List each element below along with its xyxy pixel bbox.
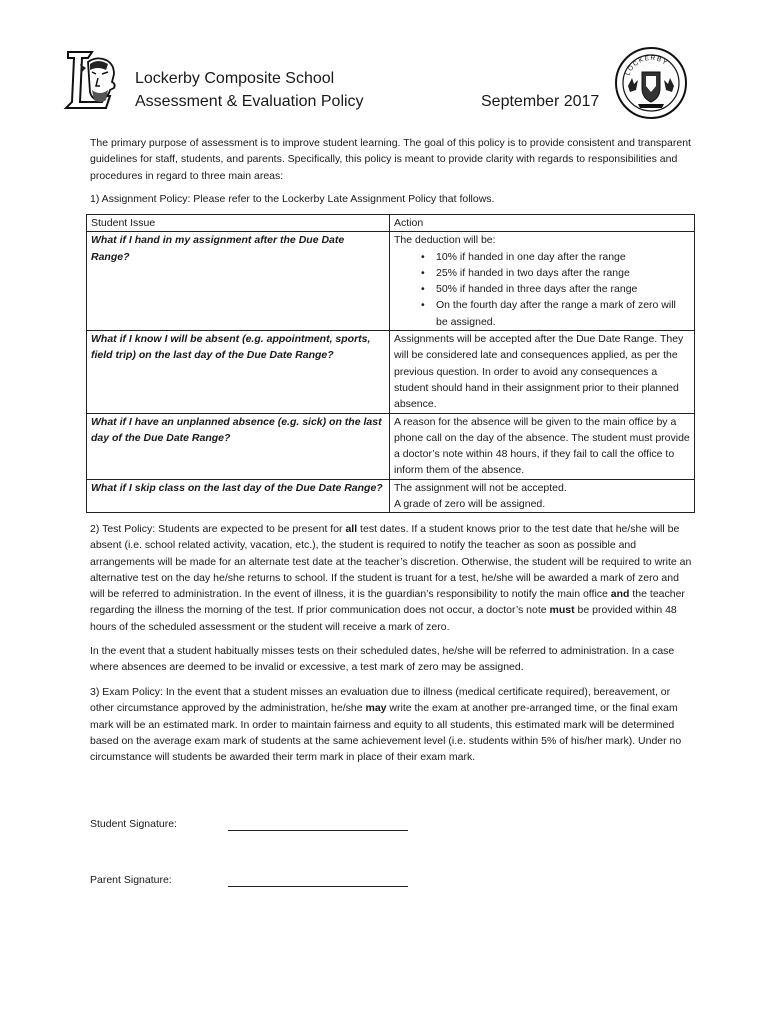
table-row [87,232,695,331]
table-row [87,413,695,479]
emphasis: and [610,588,630,601]
student-signature-line[interactable] [228,830,408,831]
parent-signature-line[interactable] [228,886,408,887]
issue-cell: What if I skip class on the last day of the Due Date Range? [87,479,390,513]
table-header-row [87,215,695,232]
intro-paragraph: The primary purpose of assessment is to improve student learning. The goal of this policy is to provide consistent and transparent guidelines for staff, students, and parents. Specifically, this policy is meant to provide clarity with regards to responsibilities and procedures in regard to three main areas: [90,137,691,182]
student-signature-label: Student Signature: [90,818,177,830]
list-item: • 25% if handed in two days after the range [436,265,690,281]
emphasis: must [549,604,575,617]
list-item: • On the fourth day after the range a mark of zero will be assigned. [436,297,690,330]
column-header-student-issue: Student Issue [87,215,390,232]
emphasis: may [365,702,387,715]
text-run: write the exam at another pre-arranged time, or the final exam mark will be an estimated mark. In order to maintain fairness and equity to all students, this estimated mark will be determined based on the average exam mark of students at the same achievement level (i.e. students within 5% of his/her mark). Under no circumstance will students be awarded their term mark in place of their exam mark. [90,702,682,764]
habitual-absence-paragraph: In the event that a student habitually misses tests on their scheduled dates, he/she will be referred to administration. In a case where absences are deemed to be invalid or excessive, a test mark of zero may be assigned. [90,645,675,674]
list-item: • 10% if handed in one day after the range [436,249,690,265]
text-run: test dates. If a student knows prior to the test date that he/she will be absent (i.e. school related activity, vacation, etc.), the student is required to notify the teacher as soon as possible and arrangements will be made for an alternate test date at the teacher’s discretion. Otherwise, the student will be required to write an alternative test on the day he/she returns to school. If the student is truant for a test, he/she will be awarded a mark of zero and will be referred to administration. In the event of illness, it is the guardian’s responsibility to notify the main office [90,523,692,601]
action-cell [390,232,695,331]
action-cell [390,479,695,513]
action-intro: The deduction will be: [394,234,496,247]
test-policy-paragraph [90,521,694,635]
table-row [87,479,695,513]
action-line: The assignment will not be accepted. [394,481,567,494]
policy-title: Assessment & Evaluation Policy [135,93,364,110]
column-header-action: Action [390,215,695,232]
action-cell: A reason for the absence will be given to the main office by a phone call on the day of the absence. The student must provide a doctor’s note within 48 hours, if they fail to call the office to inform them of the absence. [390,413,695,479]
action-cell: Assignments will be accepted after the Due Date Range. They will be considered late and consequences applied, as per the previous question. In order to avoid any consequences a student should hand in their assignment prior to their planned absence. [390,331,695,413]
parent-signature-label: Parent Signature: [90,874,172,886]
emphasis: all [345,523,358,535]
deduction-list [394,249,690,330]
school-name: Lockerby Composite School [135,70,335,87]
issue-cell: What if I hand in my assignment after the Due Date Range? [87,232,390,331]
issue-cell: What if I know I will be absent (e.g. appointment, sports, field trip) on the last day of the Due Date Range? [87,331,390,413]
table-row [87,331,695,413]
text-run: 3) Exam Policy: In the event that a student misses an evaluation due to illness (medical certificate required), bereavement, or other circumstance approved by the administration, he/she [90,686,671,715]
list-item: • 50% if handed in three days after the range [436,281,690,297]
action-line: A grade of zero will be assigned. [394,498,546,511]
policy-date: September 2017 [481,93,600,110]
issue-cell: What if I have an unplanned absence (e.g. sick) on the last day of the Due Date Range? [87,413,390,479]
late-assignment-table [86,214,695,513]
assignment-policy-heading: 1) Assignment Policy: Please refer to the Lockerby Late Assignment Policy that follows. [90,193,495,205]
text-run: 2) Test Policy: Students are expected to be present for [90,523,346,535]
text-run: the teacher regarding the illness the morning of the test. If prior communication does not occur, a doctor’s note [90,588,685,617]
crest-text: LOCKERBY [624,54,669,77]
school-mascot-logo [62,48,126,112]
exam-policy-paragraph [90,684,694,765]
school-crest-logo [614,46,688,120]
text-run: be provided within 48 hours of the scheduled assessment or the student will receive a mark of zero. [90,604,677,633]
